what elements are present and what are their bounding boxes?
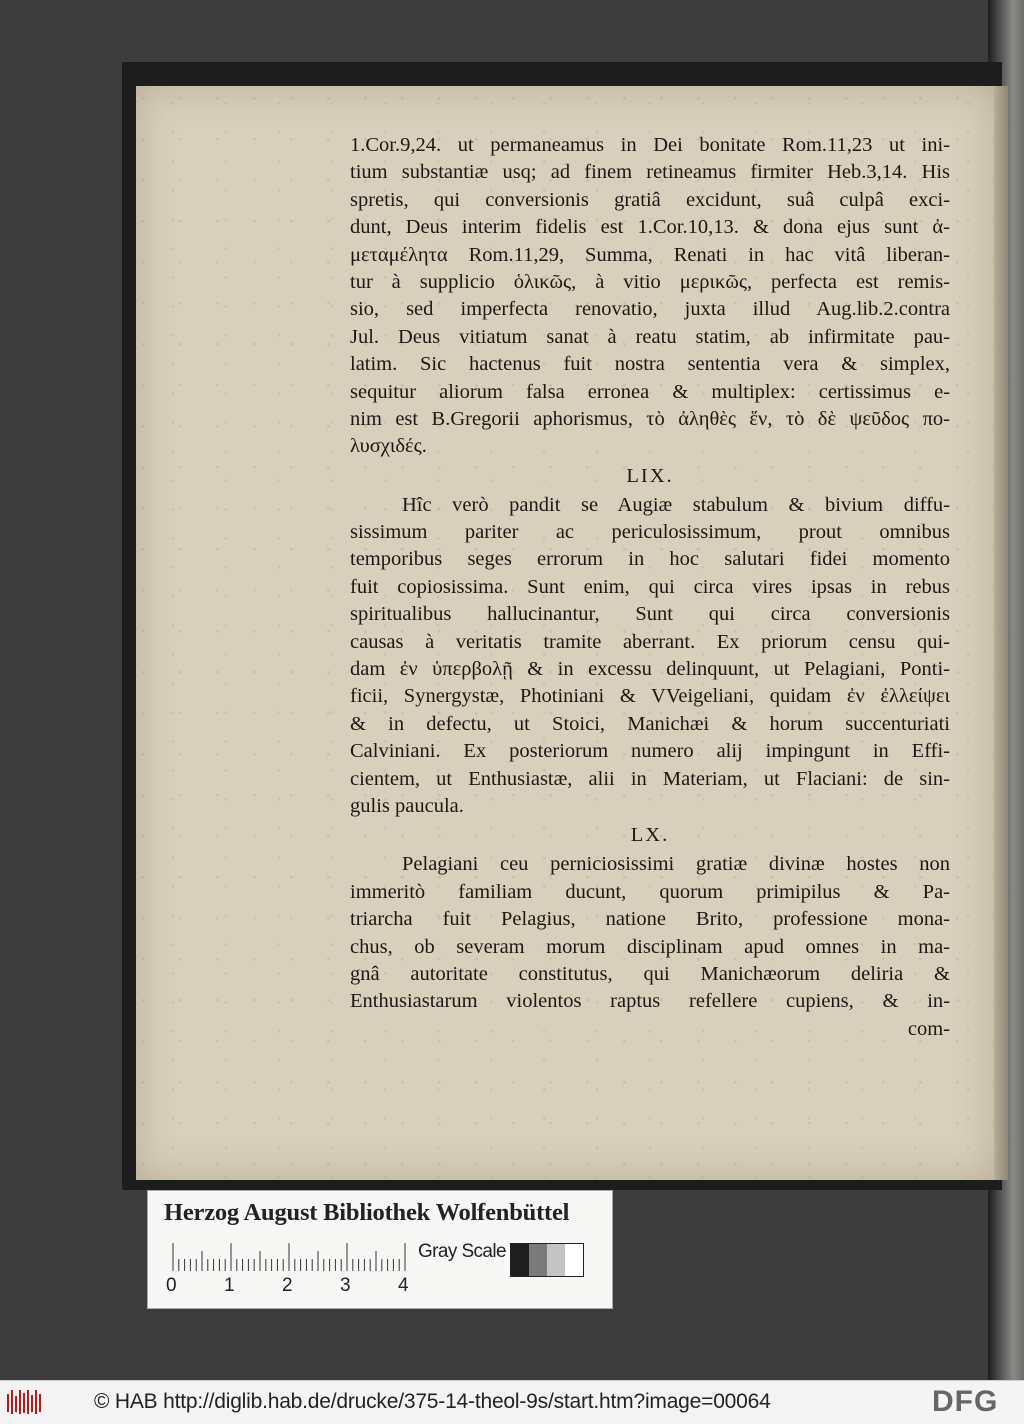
text-line: Enthusiastarum violentos raptus refellere cupiens, & in- [350,990,950,1013]
page-text [350,132,950,1043]
text-line: tium substantiæ usq; ad finem retineamus firmiter Heb.3,14. His [350,161,950,184]
text-line: dam ἐν ὑπερβολῇ & in excessu delinquunt, ut Pelagiani, Ponti- [350,658,950,681]
ruler-digit: 2 [282,1275,293,1296]
text-line: chus, ob severam morum disciplinam apud omnes in ma- [350,935,950,958]
text-line: sequitur aliorum falsa erronea & multiplex: certissimus e- [350,380,950,403]
text-line: λυσχιδές. [350,435,427,458]
text-line: 1.Cor.9,24. ut permaneamus in Dei bonitate Rom.11,23 ut ini- [350,134,950,156]
ruler-digit: 4 [398,1275,409,1296]
grayscale-swatch [511,1244,529,1276]
text-line: gnâ autoritate constitutus, qui Manichæorum deliria & [350,962,950,985]
ruler [172,1241,406,1271]
text-line: tur à supplicio ὁλικῶς, à vitio μερικῶς, perfecta est remis- [350,270,950,293]
text-line: & in defectu, ut Stoici, Manichæi & horum succenturiati [350,712,950,735]
text-line: com- [907,1017,950,1040]
grayscale-swatches [510,1243,584,1277]
text-line: ficii, Synergystæ, Photiniani & VVeigeliani, quidam ἐν ἐλλείψει [350,685,950,708]
section-heading: LX. [630,824,670,847]
grayscale-swatch [529,1244,547,1276]
text-line: immeritò familiam ducunt, quorum primipilus & Pa- [350,880,950,903]
ruler-digit: 0 [166,1275,177,1296]
book-page [136,86,994,1180]
library-name: Herzog August Bibliothek Wolfenbüttel [164,1199,570,1226]
ruler-digit: 1 [224,1275,235,1296]
grayscale-swatch [547,1244,565,1276]
text-line: μεταμέλητα Rom.11,29, Summa, Renati in hac vitâ liberan- [350,243,950,266]
text-line: gulis paucula. [350,794,464,817]
text-line: Jul. Deus vitiatum sanat à reatu statim, ab infirmitate pau- [350,325,950,348]
text-line: sio, sed imperfecta renovatio, juxta illud Aug.lib.2.contra [350,298,950,321]
text-line: dunt, Deus interim fidelis est 1.Cor.10,13. & dona ejus sunt ἀ- [350,216,950,239]
text-line: Hîc verò pandit se Augiæ stabulum & bivium diffu- [402,493,950,516]
grayscale-label: Gray Scale [418,1241,506,1262]
text-line: triarcha fuit Pelagius, natione Brito, professione mona- [350,908,950,931]
text-line: cientem, ut Enthusiastæ, alii in Materiam, ut Flaciani: de sin- [350,767,950,790]
viewer-footer [0,1380,1024,1424]
text-line: Pelagiani ceu perniciosissimi gratiæ divinæ hostes non [402,853,950,876]
text-line: temporibus seges errorum in hoc salutari fidei momento [350,548,950,571]
text-line: spiritualibus hallucinantur, Sunt qui circa conversionis [350,603,950,626]
grayscale-swatch [565,1244,583,1276]
text-line: nim est B.Gregorii aphorismus, τὸ ἀληθὲς ἕν, τὸ δὲ ψεῦδος πο- [350,407,950,430]
text-line: fuit copiosissima. Sunt enim, qui circa vires ipsas in rebus [350,575,950,598]
text-line: causas à veritatis tramite aberrant. Ex priorum censu qui- [350,630,950,653]
text-line: Calviniani. Ex posteriorum numero alij impingunt in Effi- [350,740,950,763]
footer-copyright-link[interactable]: © HAB http://diglib.hab.de/drucke/375-14-theol-9s/start.htm?image=00064 [94,1390,771,1413]
text-line: latim. Sic hactenus fuit nostra sententia vera & simplex, [350,353,950,376]
text-line: spretis, qui conversionis gratiâ excidunt, suâ culpâ exci- [350,188,950,211]
page-edge [994,86,1008,1180]
color-target-bar [147,1190,613,1309]
hab-logo-icon[interactable] [6,1388,46,1416]
ruler-digit: 3 [340,1275,351,1296]
text-line: sissimum pariter ac periculosissimum, prout omnibus [350,521,950,544]
ruler-digits [166,1275,416,1299]
dfg-logo[interactable]: DFG [932,1385,999,1418]
section-heading: LIX. [626,464,674,487]
